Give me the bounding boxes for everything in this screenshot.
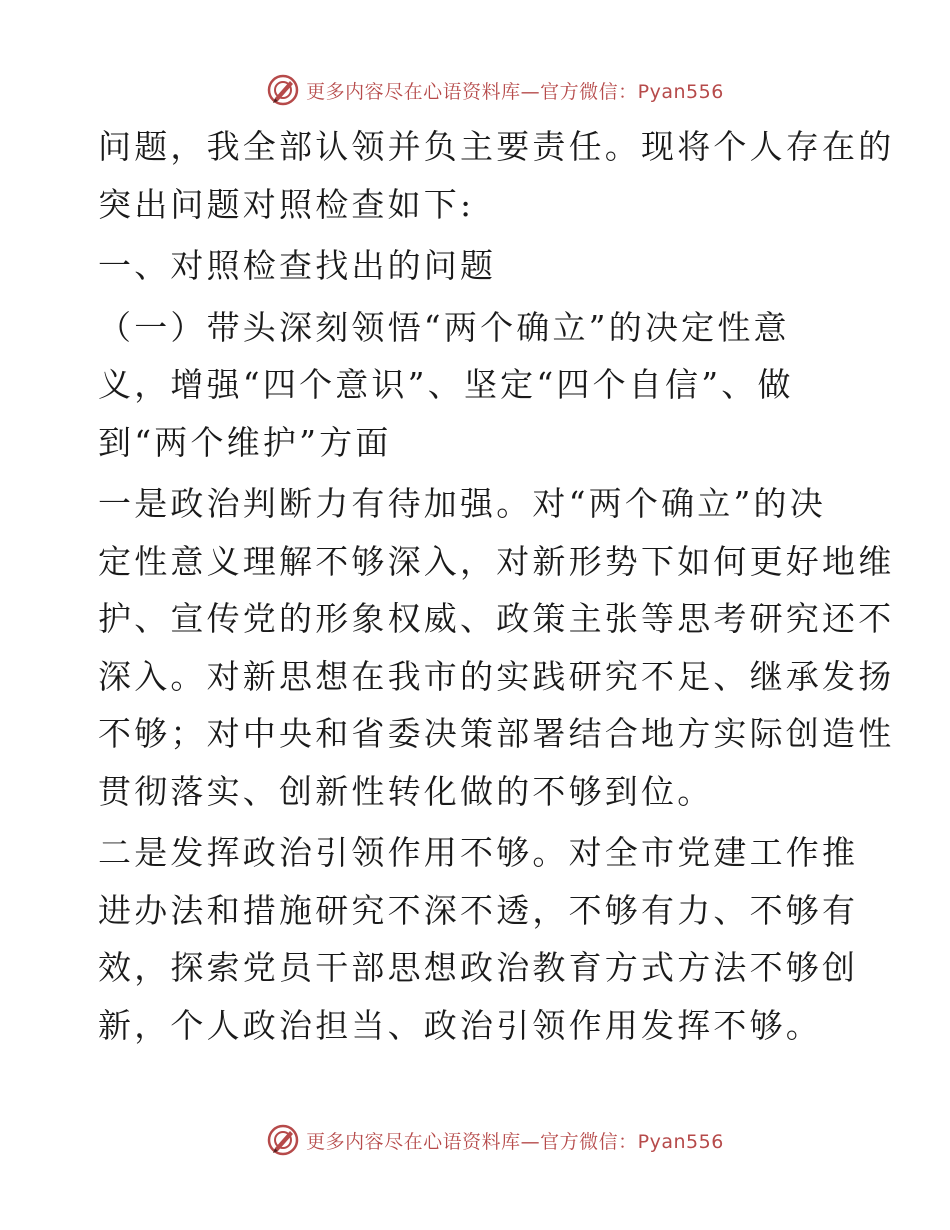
text-line: 进办法和措施研究不深不透，不够有力、不够有: [98, 890, 859, 930]
pen-logo-icon: [266, 73, 300, 107]
text-line: 定性意义理解不够深入，对新形势下如何更好地维: [98, 541, 895, 581]
text-line: 新，个人政治担当、政治引领作用发挥不够。: [98, 1005, 822, 1045]
subsection-heading: （一）带头深刻领悟“两个确立”的决定性意: [98, 307, 790, 347]
text-line: 深入。对新思想在我市的实践研究不足、继承发扬: [98, 656, 895, 696]
subsection-heading: 到“两个维护”方面: [98, 422, 392, 462]
document-body: [98, 118, 895, 1054]
text-line: 贯彻落实、创新性转化做的不够到位。: [98, 771, 714, 811]
text-line: 护、宣传党的形象权威、政策主张等思考研究还不: [98, 599, 895, 638]
watermark-text: 更多内容尽在心语资料库—官方微信：Pyan556: [306, 1130, 724, 1153]
text-line: 效，探索党员干部思想政治教育方式方法不够创: [98, 948, 859, 987]
text-line: 问题，我全部认领并负主要责任。现将个人存在的: [98, 127, 895, 166]
text-line: 不够；对中央和省委决策部署结合地方实际创造性: [98, 714, 895, 753]
text-line: 一是政治判断力有待加强。对“两个确立”的决: [98, 484, 826, 523]
text-line: 突出问题对照检查如下:: [98, 184, 475, 224]
watermark-text: 更多内容尽在心语资料库—官方微信：Pyan556: [306, 80, 724, 103]
watermark-banner-top: [0, 70, 950, 110]
pen-logo-icon: [266, 1123, 300, 1157]
watermark-banner-bottom: [0, 1120, 950, 1160]
subsection-heading: 义，增强“四个意识”、坚定“四个自信”、做: [98, 365, 794, 404]
text-line: 二是发挥政治引领作用不够。对全市党建工作推: [98, 833, 859, 872]
section-heading: 一、对照检查找出的问题: [98, 246, 497, 285]
